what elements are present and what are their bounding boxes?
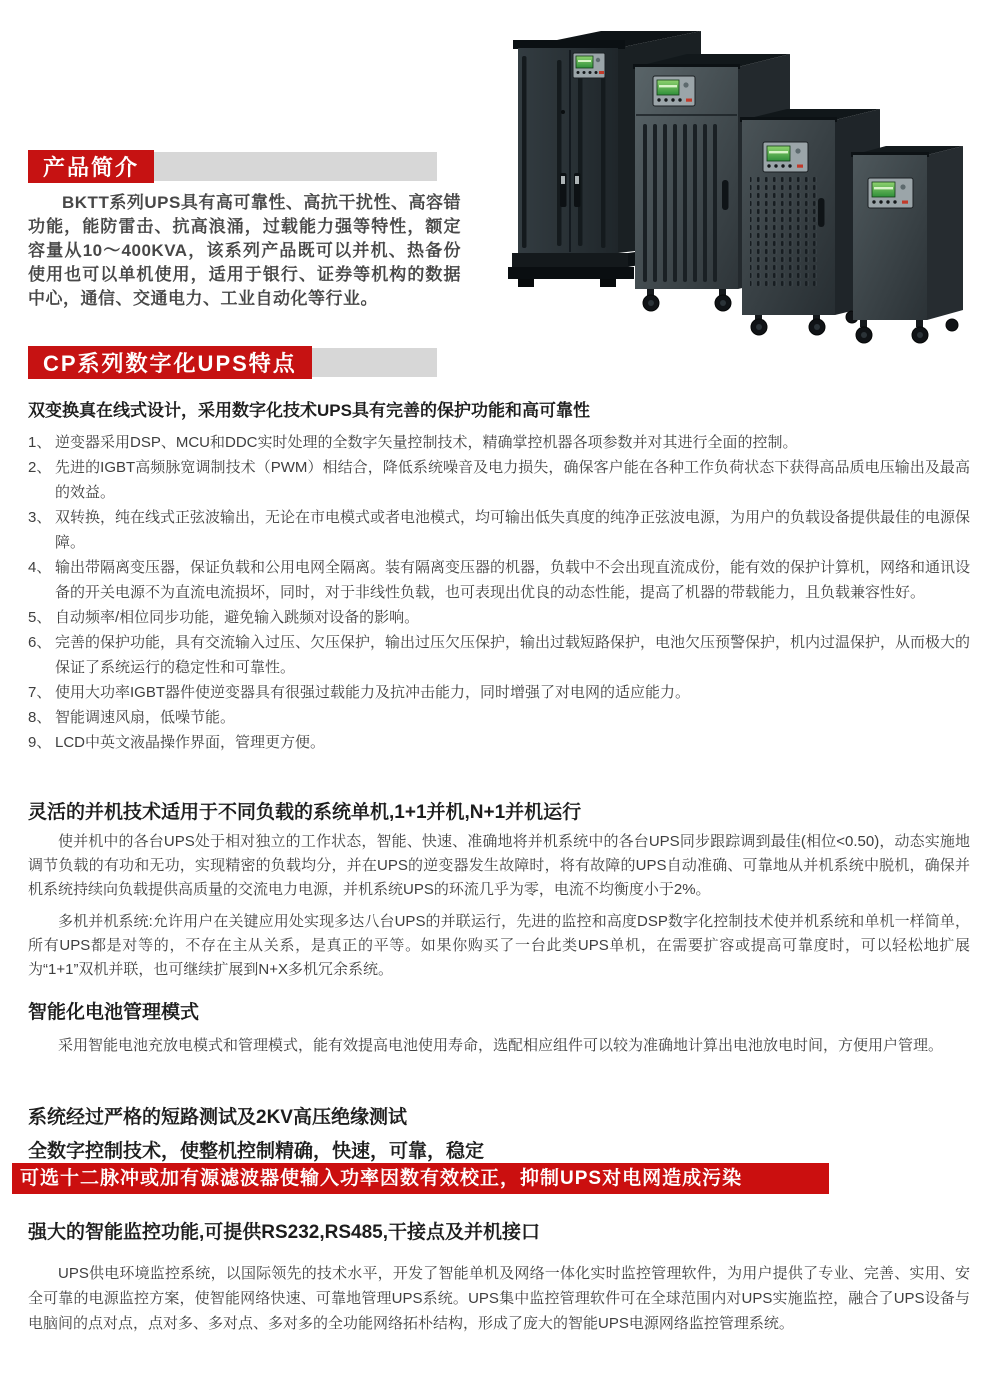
parallel-paragraph-2: 多机并机系统:允许用户在关键应用处实现多达八台UPS的并联运行，先进的监控和高度DSP数字化控制技术使并机系统和单机一样简单，所有UPS都是对等的，不存在主从关系，是真正的平等。如果你购买了一台此类UPS单机，在需要扩容或提高可靠度时，可以轻松地扩展为“1+1”双机并联，也可继续扩展到N+X多机冗余系统。 [28, 913, 970, 978]
lcd-panel-icon [763, 142, 808, 172]
design-title: 双变换真在线式设计，采用数字化技术UPS具有完善的保护功能和高可靠性 [28, 401, 590, 420]
section-header-intro [28, 150, 437, 183]
feature-item-number: 1、 [28, 434, 52, 451]
feature-list [28, 430, 970, 755]
feature-item-text: 双转换，纯在线式正弦波输出，无论在市电模式或者电池模式，均可输出低失真度的纯净正弦波电源，为用户的负载设备提供最佳的电源保障。 [55, 509, 971, 551]
section-header-band [154, 152, 437, 181]
feature-item-number: 5、 [28, 609, 52, 626]
section-header-band [312, 348, 437, 377]
test-title: 系统经过严格的短路测试及2KV高压绝缘测试 [28, 1107, 407, 1128]
door-handle-icon [722, 180, 729, 210]
battery-paragraph: 采用智能电池充放电模式和管理模式，能有效提高电池使用寿命，选配相应组件可以较为准确地计算出电池放电时间，方便用户管理。 [58, 1037, 944, 1054]
feature-item-number: 4、 [28, 559, 52, 576]
feature-list-item [28, 630, 970, 680]
feature-list-item [28, 680, 970, 705]
feature-list-item [28, 430, 970, 455]
monitor-paragraph: UPS供电环境监控系统，以国际领先的技术水平，开发了智能单机及网络一体化实时监控管理软件，为用户提供了专业、完善、实用、安全可靠的电源监控方案，使智能网络快速、可靠地管理UPS系统。UPS集中监控管理软件可在全球范围内对UPS实施监控，融合了UPS设备与电脑间的点对点，点对多、多对点、多对多的全功能网络拓朴结构，形成了庞大的智能UPS电源网络监控管理系统。 [28, 1265, 970, 1332]
feature-list-item [28, 730, 970, 755]
ups-product-photo [500, 0, 1000, 352]
section-header-intro-label: 产品简介 [28, 150, 154, 183]
caster-wheel-icon [856, 319, 958, 343]
section-header-features [28, 346, 437, 379]
feature-item-text: 逆变器采用DSP、MCU和DDC实时处理的全数字矢量控制技术，精确掌控机器各项参数并对其进行全面的控制。 [55, 434, 798, 451]
brand-mark-icon [686, 99, 692, 102]
feature-item-number: 2、 [28, 459, 52, 476]
door-lock-icon [561, 110, 565, 114]
feature-item-text: 智能调速风扇，低噪节能。 [55, 709, 236, 726]
battery-title: 智能化电池管理模式 [28, 1002, 200, 1023]
lcd-panel-icon [573, 53, 605, 78]
feature-list-item [28, 505, 970, 555]
feature-item-text: 使用大功率IGBT器件使逆变器具有很强过载能力及抗冲击能力，同时增强了对电网的适应能力。 [55, 684, 691, 701]
parallel-paragraph-1: 使并机中的各台UPS处于相对独立的工作状态，智能、快速、准确地将并机系统中的各台UPS同步跟踪调到最佳(相位<0.50)，动态实施地调节负载的有功和无功，实现精密的负载均分，并在UPS的逆变器发生故障时，将有故障的UPS自动准确、可靠地从并机系统中脱机，确保并机系统持续向负载提供高质量的交流电力电源，并机系统UPS的环流几乎为零，电流不均衡度小于2%。 [28, 833, 970, 898]
feature-item-text: 输出带隔离变压器，保证负载和公用电网全隔离。装有隔离变压器的机器，负载中不会出现直流成份，能有效的保护计算机，网络和通讯设备的开关电源不为直流电流损坏，同时，对于非线性负载，也可表现出优良的动态性能，提高了机器的带载能力，且负载兼容性好。 [55, 559, 971, 601]
feature-item-text: 先进的IGBT高频脉宽调制技术（PWM）相结合，降低系统噪音及电力损失，确保客户能在各种工作负荷状态下获得高品质电压输出及最高的效益。 [55, 459, 970, 501]
intro-paragraph: BKTT系列UPS具有高可靠性、高抗干扰性、高容错功能，能防雷击、抗高浪涌，过载能力强等特性，额定容量从10～400KVA，该系列产品既可以并机、热备份使用也可以单机使用，适用于银行、证券等机构的数据中心，通信、交通电力、工业自动化等行业。 [28, 193, 461, 308]
vent-grid [750, 176, 820, 288]
feature-item-number: 7、 [28, 684, 52, 701]
brand-mark-icon [902, 201, 908, 204]
highlight-banner-text: 可选十二脉冲或加有源滤波器使输入功率因数有效校正，抑制UPS对电网造成污染 [12, 1163, 829, 1194]
brand-mark-icon [797, 165, 803, 168]
feature-item-number: 9、 [28, 734, 52, 751]
feature-list-item [28, 705, 970, 730]
ups-cabinet-4 [851, 146, 963, 343]
highlight-banner [12, 1163, 829, 1194]
feature-list-item [28, 605, 970, 630]
parallel-title: 灵活的并机技术适用于不同负载的系统单机,1+1并机,N+1并机运行 [28, 802, 582, 823]
monitor-title: 强大的智能监控功能,可提供RS232,RS485,干接点及并机接口 [28, 1222, 541, 1243]
digital-title: 全数字控制技术，使整机控制精确，快速，可靠，稳定 [28, 1141, 485, 1162]
feature-item-text: 自动频率/相位同步功能，避免输入跳频对设备的影响。 [55, 609, 420, 626]
feature-list-item [28, 455, 970, 505]
feature-list-item [28, 555, 970, 605]
ups-cabinets-illustration [500, 0, 1000, 352]
feature-item-number: 6、 [28, 634, 52, 651]
door-handle-icon [818, 198, 825, 227]
brand-mark-icon [599, 71, 604, 74]
section-header-features-label: CP系列数字化UPS特点 [28, 346, 312, 379]
feature-item-number: 8、 [28, 709, 52, 726]
feature-item-text: 完善的保护功能，具有交流输入过压、欠压保护，输出过压欠压保护，输出过载短路保护，电池欠压预警保护，机内过温保护，从而极大的保证了系统运行的稳定性和可靠性。 [55, 634, 971, 676]
lcd-panel-icon [868, 178, 913, 208]
feature-item-number: 3、 [28, 509, 52, 526]
feature-item-text: LCD中英文液晶操作界面，管理更方便。 [55, 734, 326, 751]
lcd-panel-icon [653, 76, 695, 106]
